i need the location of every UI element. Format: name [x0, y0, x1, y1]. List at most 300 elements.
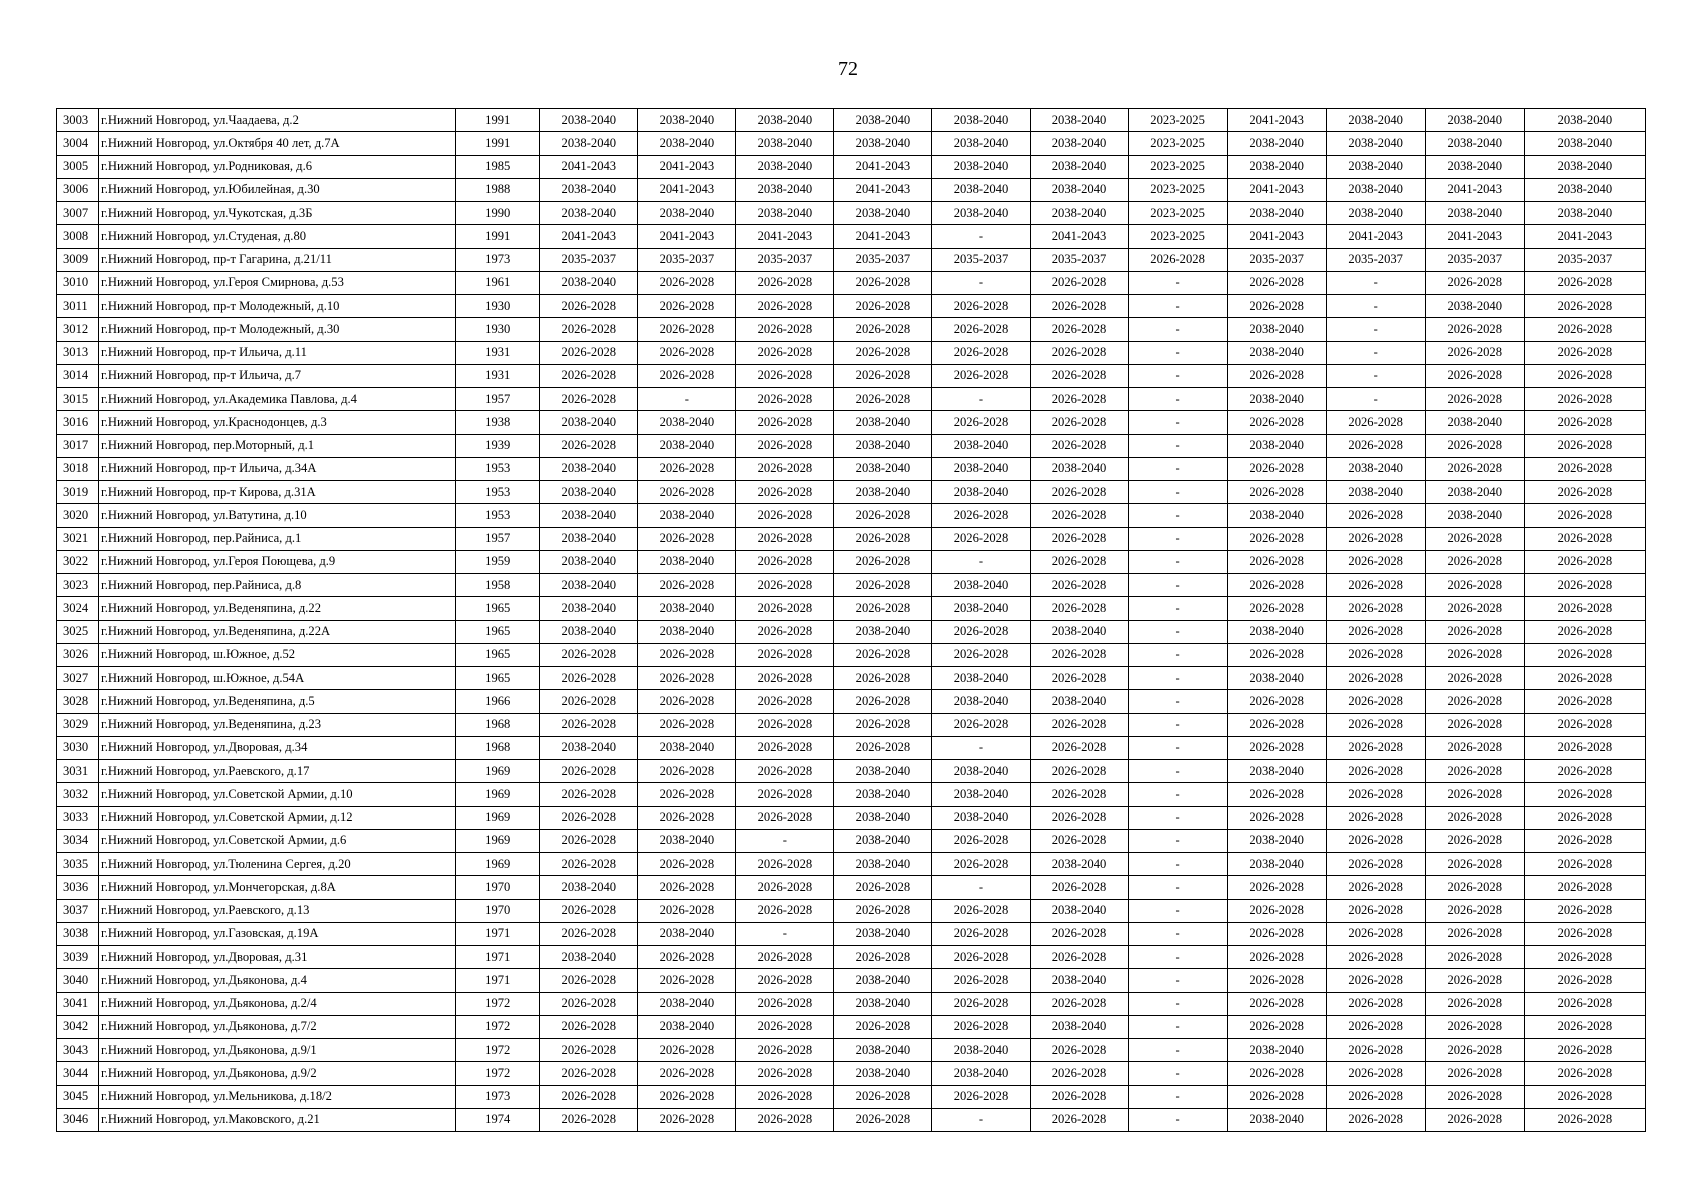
- repair-period-cell: 2026-2028: [1227, 295, 1326, 318]
- repair-period-cell: 2038-2040: [932, 155, 1030, 178]
- repair-period-cell: 2041-2043: [1227, 225, 1326, 248]
- address-cell: г.Нижний Новгород, ул.Дьяконова, д.9/2: [99, 1062, 456, 1085]
- repair-period-cell: 2038-2040: [1524, 178, 1645, 201]
- table-row: [57, 574, 1646, 597]
- repair-period-cell: 2038-2040: [540, 736, 638, 759]
- repair-period-cell: 2026-2028: [1326, 853, 1425, 876]
- repair-period-cell: 2026-2028: [1227, 481, 1326, 504]
- repair-period-cell: 2026-2028: [1227, 411, 1326, 434]
- repair-period-cell: 2026-2028: [1425, 1085, 1524, 1108]
- repair-period-cell: 2026-2028: [638, 946, 736, 969]
- table-row: [57, 690, 1646, 713]
- repair-period-cell: 2038-2040: [1425, 295, 1524, 318]
- row-number-cell: 3026: [57, 643, 99, 666]
- row-number-cell: 3024: [57, 597, 99, 620]
- repair-period-cell: -: [932, 876, 1030, 899]
- repair-period-cell: 2038-2040: [1326, 457, 1425, 480]
- year-built-cell: 1953: [456, 457, 540, 480]
- table-row: [57, 481, 1646, 504]
- repair-period-cell: 2026-2028: [638, 1108, 736, 1131]
- repair-period-cell: 2026-2028: [1326, 411, 1425, 434]
- repair-period-cell: 2026-2028: [1227, 643, 1326, 666]
- repair-period-cell: 2038-2040: [638, 922, 736, 945]
- repair-period-cell: 2026-2028: [736, 434, 834, 457]
- repair-period-cell: 2026-2028: [1030, 574, 1128, 597]
- year-built-cell: 1930: [456, 295, 540, 318]
- repair-period-cell: 2038-2040: [540, 109, 638, 132]
- repair-period-cell: 2026-2028: [1524, 643, 1645, 666]
- repair-period-cell: 2026-2028: [540, 667, 638, 690]
- repair-period-cell: 2026-2028: [1227, 922, 1326, 945]
- repair-period-cell: 2026-2028: [834, 295, 932, 318]
- repair-period-cell: 2038-2040: [1227, 1108, 1326, 1131]
- repair-period-cell: 2026-2028: [1326, 713, 1425, 736]
- repair-period-cell: 2023-2025: [1128, 202, 1227, 225]
- row-number-cell: 3007: [57, 202, 99, 225]
- table-row: [57, 899, 1646, 922]
- repair-period-cell: 2026-2028: [736, 1039, 834, 1062]
- repair-period-cell: 2026-2028: [1227, 527, 1326, 550]
- repair-period-cell: 2038-2040: [1425, 504, 1524, 527]
- repair-period-cell: 2026-2028: [1326, 783, 1425, 806]
- year-built-cell: 1957: [456, 388, 540, 411]
- repair-period-cell: 2035-2037: [1030, 248, 1128, 271]
- repair-period-cell: 2026-2028: [736, 1108, 834, 1131]
- repair-period-cell: 2038-2040: [834, 434, 932, 457]
- repair-period-cell: 2026-2028: [638, 271, 736, 294]
- row-number-cell: 3038: [57, 922, 99, 945]
- repair-period-cell: 2041-2043: [834, 155, 932, 178]
- row-number-cell: 3012: [57, 318, 99, 341]
- repair-period-cell: 2026-2028: [1326, 876, 1425, 899]
- repair-period-cell: 2026-2028: [834, 1085, 932, 1108]
- repair-period-cell: 2041-2043: [1227, 109, 1326, 132]
- row-number-cell: 3013: [57, 341, 99, 364]
- repair-period-cell: 2038-2040: [1326, 481, 1425, 504]
- repair-period-cell: -: [1128, 550, 1227, 573]
- repair-period-cell: 2038-2040: [932, 132, 1030, 155]
- repair-period-cell: 2026-2028: [834, 574, 932, 597]
- year-built-cell: 1971: [456, 969, 540, 992]
- repair-period-cell: 2026-2028: [540, 434, 638, 457]
- repair-period-cell: 2041-2043: [540, 155, 638, 178]
- repair-period-cell: 2035-2037: [1425, 248, 1524, 271]
- repair-period-cell: 2026-2028: [1524, 341, 1645, 364]
- row-number-cell: 3021: [57, 527, 99, 550]
- repair-period-cell: 2026-2028: [736, 597, 834, 620]
- repair-period-cell: 2026-2028: [932, 504, 1030, 527]
- repair-period-cell: -: [1128, 713, 1227, 736]
- repair-period-cell: 2026-2028: [1425, 1015, 1524, 1038]
- repair-period-cell: 2026-2028: [1227, 271, 1326, 294]
- repair-period-cell: 2026-2028: [1326, 1062, 1425, 1085]
- repair-period-cell: 2035-2037: [1326, 248, 1425, 271]
- repair-period-cell: 2038-2040: [834, 922, 932, 945]
- row-number-cell: 3036: [57, 876, 99, 899]
- repair-period-cell: -: [736, 829, 834, 852]
- repair-period-cell: -: [1128, 597, 1227, 620]
- repair-period-cell: 2038-2040: [834, 829, 932, 852]
- address-cell: г.Нижний Новгород, пер.Моторный, д.1: [99, 434, 456, 457]
- repair-period-cell: 2026-2028: [932, 922, 1030, 945]
- repair-period-cell: 2026-2028: [1524, 667, 1645, 690]
- repair-period-cell: 2026-2028: [1425, 341, 1524, 364]
- repair-period-cell: 2026-2028: [1030, 876, 1128, 899]
- table-row: [57, 597, 1646, 620]
- address-cell: г.Нижний Новгород, ул.Краснодонцев, д.3: [99, 411, 456, 434]
- table-row: [57, 364, 1646, 387]
- table-body: [57, 109, 1646, 1132]
- row-number-cell: 3044: [57, 1062, 99, 1085]
- repair-period-cell: 2026-2028: [736, 364, 834, 387]
- address-cell: г.Нижний Новгород, ул.Дьяконова, д.4: [99, 969, 456, 992]
- year-built-cell: 1973: [456, 1085, 540, 1108]
- repair-period-cell: 2026-2028: [638, 1062, 736, 1085]
- repair-period-cell: 2026-2028: [834, 1015, 932, 1038]
- repair-period-cell: 2038-2040: [638, 620, 736, 643]
- address-cell: г.Нижний Новгород, ул.Тюленина Сергея, д.20: [99, 853, 456, 876]
- repair-period-cell: 2026-2028: [1425, 597, 1524, 620]
- repair-period-cell: 2026-2028: [736, 713, 834, 736]
- year-built-cell: 1971: [456, 946, 540, 969]
- table-row: [57, 922, 1646, 945]
- repair-period-cell: -: [932, 271, 1030, 294]
- repair-period-cell: 2026-2028: [932, 295, 1030, 318]
- row-number-cell: 3020: [57, 504, 99, 527]
- repair-period-cell: -: [1326, 341, 1425, 364]
- repair-period-cell: 2026-2028: [1030, 1039, 1128, 1062]
- address-cell: г.Нижний Новгород, ул.Героя Поющева, д.9: [99, 550, 456, 573]
- repair-period-cell: 2038-2040: [932, 597, 1030, 620]
- repair-period-cell: 2023-2025: [1128, 132, 1227, 155]
- year-built-cell: 1969: [456, 853, 540, 876]
- row-number-cell: 3028: [57, 690, 99, 713]
- address-cell: г.Нижний Новгород, ул.Веденяпина, д.5: [99, 690, 456, 713]
- repair-period-cell: -: [1128, 736, 1227, 759]
- repair-period-cell: 2026-2028: [638, 876, 736, 899]
- repair-period-cell: 2026-2028: [1524, 806, 1645, 829]
- repair-period-cell: 2026-2028: [1524, 364, 1645, 387]
- repair-period-cell: 2026-2028: [1030, 341, 1128, 364]
- repair-period-cell: 2026-2028: [736, 457, 834, 480]
- row-number-cell: 3010: [57, 271, 99, 294]
- repair-period-cell: 2026-2028: [932, 364, 1030, 387]
- repair-period-cell: 2023-2025: [1128, 109, 1227, 132]
- repair-period-cell: 2038-2040: [932, 1039, 1030, 1062]
- repair-period-cell: -: [1326, 295, 1425, 318]
- repair-period-cell: 2026-2028: [736, 1015, 834, 1038]
- repair-period-cell: 2026-2028: [1425, 1108, 1524, 1131]
- table-row: [57, 202, 1646, 225]
- repair-period-cell: 2026-2028: [1524, 783, 1645, 806]
- year-built-cell: 1974: [456, 1108, 540, 1131]
- table-row: [57, 643, 1646, 666]
- repair-period-cell: 2038-2040: [1227, 155, 1326, 178]
- repair-period-cell: 2026-2028: [834, 690, 932, 713]
- repair-period-cell: 2023-2025: [1128, 225, 1227, 248]
- repair-period-cell: 2038-2040: [932, 457, 1030, 480]
- repair-period-cell: 2026-2028: [932, 411, 1030, 434]
- repair-period-cell: 2026-2028: [1524, 853, 1645, 876]
- row-number-cell: 3040: [57, 969, 99, 992]
- repair-period-cell: 2038-2040: [736, 178, 834, 201]
- repair-period-cell: 2038-2040: [1227, 667, 1326, 690]
- repair-period-cell: -: [1128, 434, 1227, 457]
- year-built-cell: 1939: [456, 434, 540, 457]
- repair-period-cell: 2038-2040: [540, 597, 638, 620]
- address-cell: г.Нижний Новгород, ул.Раевского, д.17: [99, 760, 456, 783]
- repair-period-cell: 2026-2028: [1425, 574, 1524, 597]
- repair-period-cell: -: [1128, 271, 1227, 294]
- year-built-cell: 1938: [456, 411, 540, 434]
- repair-period-cell: 2026-2028: [1425, 620, 1524, 643]
- repair-period-cell: 2026-2028: [736, 736, 834, 759]
- repair-period-cell: 2026-2028: [1030, 783, 1128, 806]
- repair-period-cell: 2026-2028: [638, 643, 736, 666]
- table-row: [57, 667, 1646, 690]
- repair-period-cell: 2026-2028: [834, 341, 932, 364]
- repair-period-cell: 2026-2028: [736, 876, 834, 899]
- repair-period-cell: 2026-2028: [540, 783, 638, 806]
- repair-period-cell: 2038-2040: [1524, 155, 1645, 178]
- repair-period-cell: 2038-2040: [1227, 853, 1326, 876]
- repair-period-cell: 2023-2025: [1128, 155, 1227, 178]
- repair-period-cell: 2026-2028: [834, 318, 932, 341]
- row-number-cell: 3016: [57, 411, 99, 434]
- repair-period-cell: -: [1128, 969, 1227, 992]
- repair-period-cell: 2026-2028: [932, 1085, 1030, 1108]
- year-built-cell: 1966: [456, 690, 540, 713]
- row-number-cell: 3008: [57, 225, 99, 248]
- row-number-cell: 3039: [57, 946, 99, 969]
- repair-period-cell: 2038-2040: [1326, 202, 1425, 225]
- repair-period-cell: 2026-2028: [638, 969, 736, 992]
- repair-period-cell: 2026-2028: [1326, 434, 1425, 457]
- year-built-cell: 1965: [456, 667, 540, 690]
- repair-period-cell: 2026-2028: [638, 481, 736, 504]
- repair-period-cell: 2035-2037: [1524, 248, 1645, 271]
- year-built-cell: 1972: [456, 992, 540, 1015]
- repair-period-cell: 2026-2028: [1227, 364, 1326, 387]
- repair-period-cell: 2026-2028: [834, 1108, 932, 1131]
- repair-period-cell: 2038-2040: [1524, 132, 1645, 155]
- table-row: [57, 713, 1646, 736]
- row-number-cell: 3022: [57, 550, 99, 573]
- repair-period-cell: 2035-2037: [1227, 248, 1326, 271]
- year-built-cell: 1991: [456, 109, 540, 132]
- repair-period-cell: -: [1128, 643, 1227, 666]
- table-row: [57, 178, 1646, 201]
- repair-period-cell: 2026-2028: [1425, 690, 1524, 713]
- row-number-cell: 3031: [57, 760, 99, 783]
- repair-period-cell: -: [1326, 318, 1425, 341]
- repair-period-cell: 2038-2040: [736, 132, 834, 155]
- repair-period-cell: -: [1128, 1085, 1227, 1108]
- repair-period-cell: 2026-2028: [932, 899, 1030, 922]
- repair-period-cell: 2026-2028: [638, 713, 736, 736]
- repair-period-cell: -: [1128, 829, 1227, 852]
- year-built-cell: 1970: [456, 899, 540, 922]
- address-cell: г.Нижний Новгород, ул.Дьяконова, д.7/2: [99, 1015, 456, 1038]
- repair-period-cell: 2038-2040: [1524, 202, 1645, 225]
- repair-period-cell: 2026-2028: [1425, 388, 1524, 411]
- year-built-cell: 1972: [456, 1062, 540, 1085]
- repair-period-cell: 2026-2028: [932, 341, 1030, 364]
- repair-period-cell: 2026-2028: [1524, 620, 1645, 643]
- repair-period-cell: 2026-2028: [736, 620, 834, 643]
- repair-period-cell: 2038-2040: [540, 481, 638, 504]
- repair-period-cell: 2026-2028: [1524, 922, 1645, 945]
- repair-period-cell: 2026-2028: [834, 736, 932, 759]
- repair-period-cell: 2038-2040: [834, 806, 932, 829]
- repair-period-cell: 2026-2028: [834, 667, 932, 690]
- table-row: [57, 457, 1646, 480]
- repair-period-cell: 2026-2028: [1030, 1062, 1128, 1085]
- repair-period-cell: 2026-2028: [638, 853, 736, 876]
- repair-period-cell: 2038-2040: [1425, 202, 1524, 225]
- repair-period-cell: 2026-2028: [540, 1108, 638, 1131]
- repair-period-cell: -: [1128, 481, 1227, 504]
- repair-period-cell: 2038-2040: [736, 202, 834, 225]
- repair-period-cell: 2038-2040: [1425, 155, 1524, 178]
- repair-period-cell: 2026-2028: [834, 899, 932, 922]
- table-row: [57, 109, 1646, 132]
- repair-period-cell: 2026-2028: [1326, 667, 1425, 690]
- repair-period-cell: 2026-2028: [540, 806, 638, 829]
- repair-period-cell: 2026-2028: [834, 527, 932, 550]
- repair-period-cell: 2026-2028: [1524, 574, 1645, 597]
- repair-period-cell: 2038-2040: [932, 1062, 1030, 1085]
- repair-period-cell: 2038-2040: [540, 946, 638, 969]
- repair-period-cell: 2026-2028: [932, 992, 1030, 1015]
- table-row: [57, 248, 1646, 271]
- repair-period-cell: 2026-2028: [736, 899, 834, 922]
- repair-period-cell: 2026-2028: [1524, 899, 1645, 922]
- repair-period-cell: 2026-2028: [1425, 922, 1524, 945]
- repair-period-cell: 2026-2028: [1524, 876, 1645, 899]
- repair-period-cell: 2026-2028: [736, 1062, 834, 1085]
- table-row: [57, 411, 1646, 434]
- repair-period-cell: 2026-2028: [1326, 1015, 1425, 1038]
- row-number-cell: 3046: [57, 1108, 99, 1131]
- row-number-cell: 3011: [57, 295, 99, 318]
- repair-period-cell: -: [1326, 388, 1425, 411]
- repair-period-cell: 2026-2028: [1227, 783, 1326, 806]
- address-cell: г.Нижний Новгород, ул.Юбилейная, д.30: [99, 178, 456, 201]
- table-row: [57, 736, 1646, 759]
- repair-period-cell: 2026-2028: [1326, 969, 1425, 992]
- repair-period-cell: 2026-2028: [1227, 1085, 1326, 1108]
- repair-period-cell: 2026-2028: [638, 783, 736, 806]
- repair-period-cell: 2038-2040: [932, 690, 1030, 713]
- year-built-cell: 1965: [456, 620, 540, 643]
- row-number-cell: 3004: [57, 132, 99, 155]
- repair-period-cell: 2041-2043: [1326, 225, 1425, 248]
- repair-period-cell: 2026-2028: [736, 574, 834, 597]
- repair-period-cell: 2038-2040: [932, 667, 1030, 690]
- repair-period-cell: 2026-2028: [736, 550, 834, 573]
- repair-period-cell: 2038-2040: [638, 434, 736, 457]
- repair-period-cell: 2026-2028: [1030, 946, 1128, 969]
- row-number-cell: 3003: [57, 109, 99, 132]
- address-cell: г.Нижний Новгород, ул.Дьяконова, д.9/1: [99, 1039, 456, 1062]
- repair-period-cell: 2026-2028: [540, 1062, 638, 1085]
- repair-period-cell: 2026-2028: [1227, 597, 1326, 620]
- address-cell: г.Нижний Новгород, ул.Чукотская, д.3Б: [99, 202, 456, 225]
- repair-period-cell: 2026-2028: [1425, 643, 1524, 666]
- repair-period-cell: 2026-2028: [540, 1015, 638, 1038]
- repair-period-cell: 2038-2040: [1326, 109, 1425, 132]
- repair-period-cell: 2026-2028: [1425, 713, 1524, 736]
- repair-period-cell: 2026-2028: [736, 504, 834, 527]
- repair-period-cell: -: [1128, 504, 1227, 527]
- repair-period-cell: 2026-2028: [1326, 899, 1425, 922]
- year-built-cell: 1973: [456, 248, 540, 271]
- table-row: [57, 992, 1646, 1015]
- repair-period-cell: -: [1128, 527, 1227, 550]
- repair-period-cell: 2041-2043: [540, 225, 638, 248]
- repair-period-cell: 2035-2037: [932, 248, 1030, 271]
- repair-period-cell: 2038-2040: [540, 527, 638, 550]
- row-number-cell: 3005: [57, 155, 99, 178]
- repair-period-cell: 2026-2028: [1030, 481, 1128, 504]
- repair-period-cell: 2026-2028: [1326, 1108, 1425, 1131]
- address-cell: г.Нижний Новгород, ул.Академика Павлова, д.4: [99, 388, 456, 411]
- repair-period-cell: 2038-2040: [540, 550, 638, 573]
- year-built-cell: 1991: [456, 132, 540, 155]
- repair-period-cell: 2026-2028: [736, 1085, 834, 1108]
- year-built-cell: 1991: [456, 225, 540, 248]
- repair-period-cell: 2026-2028: [834, 876, 932, 899]
- repair-period-cell: 2026-2028: [1326, 736, 1425, 759]
- repair-period-cell: 2038-2040: [834, 132, 932, 155]
- year-built-cell: 1968: [456, 736, 540, 759]
- address-cell: г.Нижний Новгород, ул.Веденяпина, д.22А: [99, 620, 456, 643]
- repair-period-cell: 2038-2040: [540, 132, 638, 155]
- table-row: [57, 853, 1646, 876]
- repair-period-cell: 2026-2028: [1030, 713, 1128, 736]
- repair-period-cell: 2038-2040: [932, 783, 1030, 806]
- address-cell: г.Нижний Новгород, ул.Советской Армии, д.10: [99, 783, 456, 806]
- repair-period-cell: 2026-2028: [932, 620, 1030, 643]
- address-cell: г.Нижний Новгород, ул.Советской Армии, д.12: [99, 806, 456, 829]
- repair-period-cell: 2026-2028: [736, 783, 834, 806]
- repair-period-cell: -: [1128, 946, 1227, 969]
- repair-period-cell: 2038-2040: [1227, 202, 1326, 225]
- repair-period-cell: 2026-2028: [1524, 1062, 1645, 1085]
- repair-period-cell: 2038-2040: [638, 829, 736, 852]
- repair-period-cell: 2026-2028: [834, 643, 932, 666]
- table-row: [57, 1085, 1646, 1108]
- address-cell: г.Нижний Новгород, пер.Райниса, д.1: [99, 527, 456, 550]
- repair-period-cell: 2026-2028: [1425, 457, 1524, 480]
- repair-period-cell: 2026-2028: [736, 643, 834, 666]
- repair-period-cell: -: [736, 922, 834, 945]
- repair-period-cell: 2041-2043: [1030, 225, 1128, 248]
- repair-period-cell: 2026-2028: [736, 295, 834, 318]
- repair-period-cell: 2026-2028: [1524, 829, 1645, 852]
- repair-period-cell: 2026-2028: [1030, 388, 1128, 411]
- repair-period-cell: -: [1128, 760, 1227, 783]
- year-built-cell: 1953: [456, 504, 540, 527]
- repair-period-cell: 2026-2028: [1524, 1085, 1645, 1108]
- row-number-cell: 3042: [57, 1015, 99, 1038]
- repair-period-cell: 2038-2040: [1227, 620, 1326, 643]
- repair-period-cell: 2038-2040: [932, 178, 1030, 201]
- repair-period-cell: 2038-2040: [834, 411, 932, 434]
- repair-period-cell: 2041-2043: [638, 225, 736, 248]
- repair-period-cell: 2038-2040: [834, 620, 932, 643]
